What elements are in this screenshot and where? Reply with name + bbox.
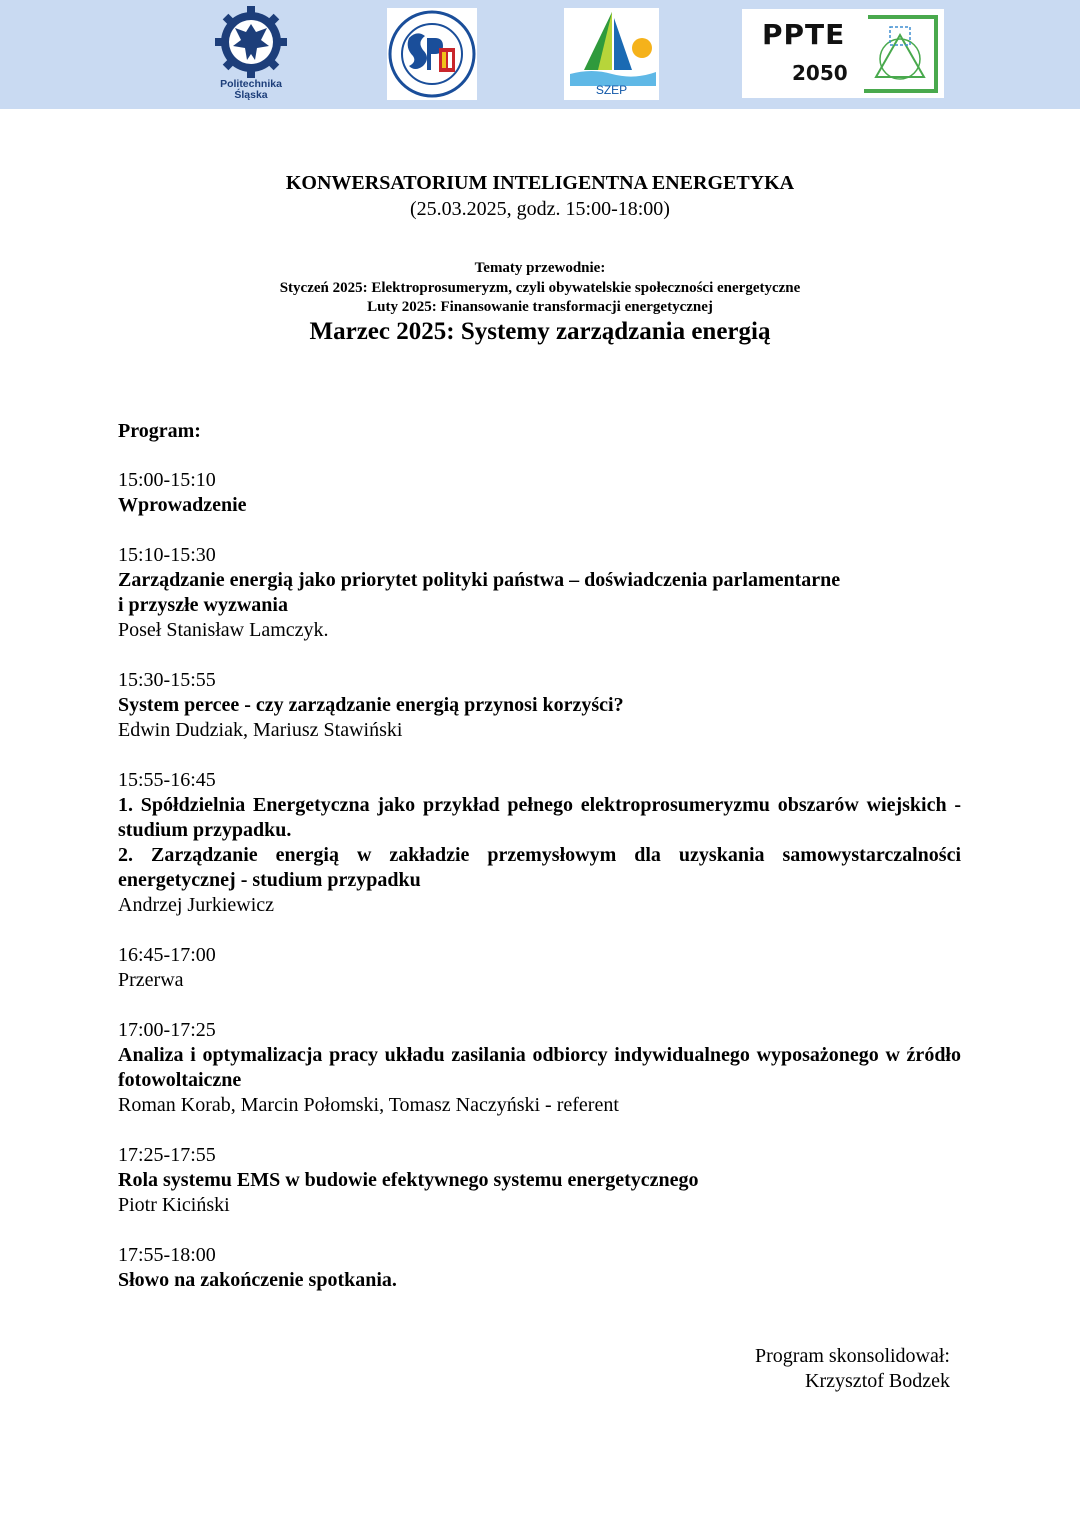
- sep-logo: [387, 8, 477, 100]
- item-4-time: 15:55-16:45: [118, 769, 216, 791]
- polsl-label-line1: Politechnika: [220, 78, 282, 90]
- item-3-time: 15:30-15:55: [118, 669, 216, 691]
- item-2-speakers: Poseł Stanisław Lamczyk.: [118, 619, 329, 641]
- theme-march: Marzec 2025: Systemy zarządzania energią: [309, 318, 771, 345]
- szep-label: SZEP: [595, 83, 628, 97]
- item-3-speakers: Edwin Dudziak, Mariusz Stawiński: [118, 719, 403, 741]
- item-2-title-line1: Zarządzanie energią jako priorytet polityki państwa – doświadczenia parlamentarne: [118, 569, 841, 591]
- item-7-title: Rola systemu EMS w budowie efektywnego systemu energetycznego: [118, 1169, 699, 1191]
- item-4-topic-2: 2. Zarządzanie energią w zakładzie przemysłowym dla uzyskania samowystarczalności energetycznej - studium przypadku: [118, 844, 961, 891]
- polsl-label-line2: Śląska: [234, 89, 268, 101]
- polsl-logo: [215, 6, 287, 102]
- ppte-triangle-icon: [854, 13, 942, 95]
- page-subtitle: (25.03.2025, godz. 15:00-18:00): [410, 198, 670, 220]
- item-7-speakers: Piotr Kiciński: [118, 1194, 230, 1216]
- item-8-time: 17:55-18:00: [118, 1244, 216, 1266]
- ppte-logo: [742, 9, 944, 98]
- ppte-year: 2050: [792, 61, 848, 85]
- signature-name: Krzysztof Bodzek: [805, 1370, 950, 1392]
- item-4-topic-1: 1. Spółdzielnia Energetyczna jako przykład pełnego elektroprosumeryzmu obszarów wiejskich - studium przypadku.: [118, 794, 961, 841]
- item-8-title: Słowo na zakończenie spotkania.: [118, 1269, 397, 1291]
- item-5-time: 16:45-17:00: [118, 944, 216, 966]
- item-4-speakers: Andrzej Jurkiewicz: [118, 894, 275, 916]
- ppte-title: PPTE: [762, 18, 846, 51]
- item-2-time: 15:10-15:30: [118, 544, 216, 566]
- item-2-title-line2: i przyszłe wyzwania: [118, 594, 288, 616]
- themes-heading: Tematy przewodnie:: [474, 260, 606, 276]
- szep-logo: [564, 8, 659, 100]
- signature-line1: Program skonsolidował:: [755, 1345, 950, 1367]
- page-title: KONWERSATORIUM INTELIGENTNA ENERGETYKA: [285, 172, 795, 194]
- theme-february: Luty 2025: Finansowanie transformacji energetycznej: [367, 299, 713, 315]
- item-3-title: System percee - czy zarządzanie energią przynosi korzyści?: [118, 694, 624, 716]
- item-7-time: 17:25-17:55: [118, 1144, 216, 1166]
- polsl-eagle-gear-icon: [215, 6, 287, 78]
- item-1-title: Wprowadzenie: [118, 494, 247, 516]
- theme-january: Styczeń 2025: Elektroprosumeryzm, czyli obywatelskie społeczności energetyczne: [279, 280, 801, 296]
- szep-sail-sun-icon: [564, 8, 659, 86]
- item-6-speakers: Roman Korab, Marcin Połomski, Tomasz Naczyński - referent: [118, 1094, 619, 1116]
- item-6-time: 17:00-17:25: [118, 1019, 216, 1041]
- item-6-title: Analiza i optymalizacja pracy układu zasilania odbiorcy indywidualnego wyposażonego w źródło fotowoltaiczne: [118, 1044, 961, 1091]
- item-1-time: 15:00-15:10: [118, 469, 216, 491]
- sep-seal-icon: [387, 8, 477, 100]
- program-label: Program:: [118, 420, 201, 442]
- item-5-title: Przerwa: [118, 969, 184, 991]
